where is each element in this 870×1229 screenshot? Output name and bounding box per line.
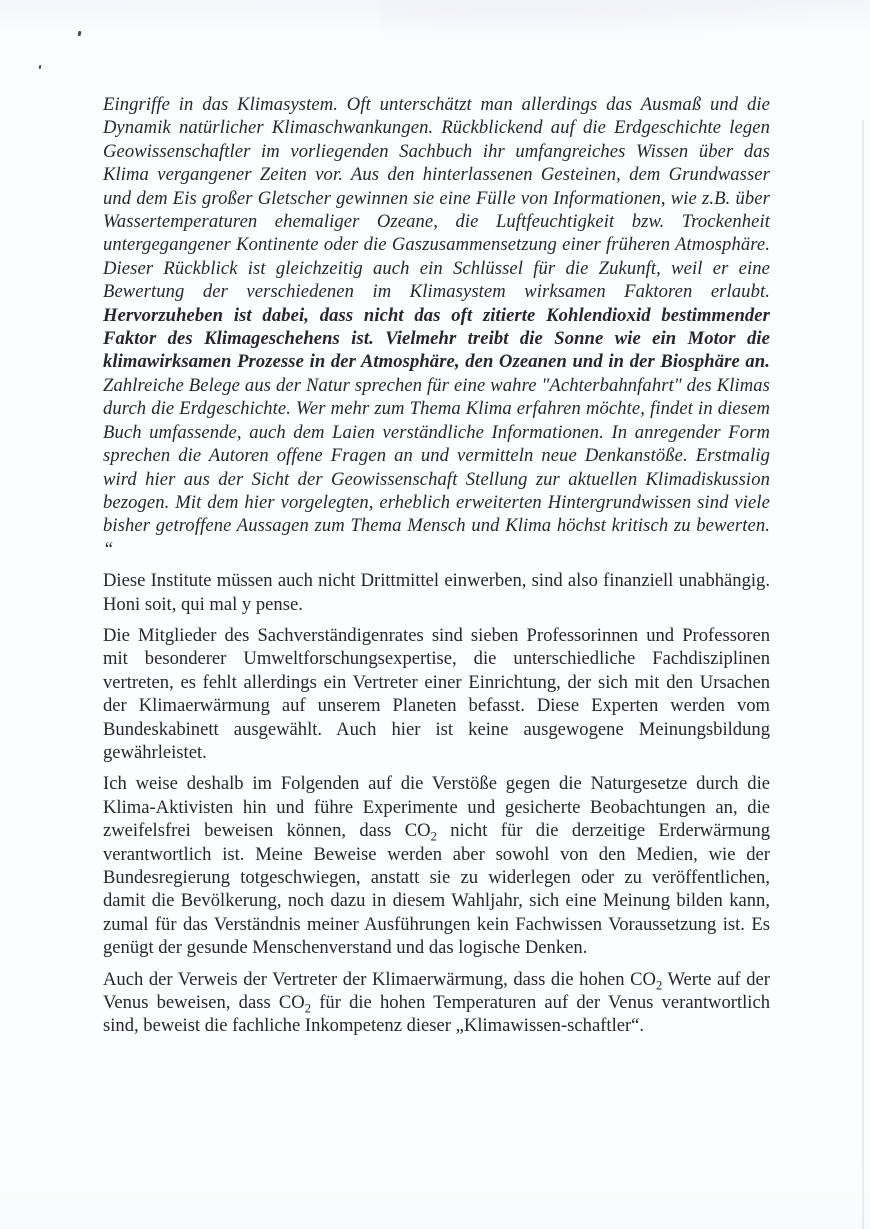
text-segment-regular: Auch der Verweis der Vertreter der Klimaerwärmung, dass die hohen $CO_2$ Werte auf der Venus beweisen, dass $CO_2$ für die hohen Temperaturen auf der Venus verantwortlich sind, beweist die fachliche Inkompetenz dieser „Klimawissen-schaftler“.: [103, 968, 771, 1037]
scan-shading-bottom: [0, 1149, 870, 1229]
text-segment-italic: Eingriffe in das Klimasystem. Oft unterschätzt man allerdings das Ausmaß und die Dynamik natürlicher Klimaschwankungen. Rückblickend auf die Erdgeschichte legen Geowissenschaftler im vorliegenden Sachbuch ihr umfangreiches Wissen über das Klima vergangener Zeiten vor. Aus den hinterlassenen Gesteinen, dem Grundwasser und dem Eis großer Gletscher gewinnen sie eine Fülle von Informationen, wie z.B. über Wassertemperaturen ehemaliger Ozeane, die Luftfeuchtigkeit bzw. Trockenheit untergegangener Kontinente oder die Gaszusammensetzung einer früheren Atmosphäre. Dieser Rückblick ist gleichzeitig auch ein Schlüssel für die Zukunft, weil er eine Bewertung der verschiedenen im Klimasystem wirksamen Faktoren erlaubt.: [103, 94, 770, 303]
book-review-quote-paragraph: [103, 93, 770, 561]
text-segment-bold-italic: Hervorzuheben ist dabei, dass nicht das oft zitierte Kohlendioxid bestimmender Faktor des Klimageschehens ist. Vielmehr treibt die Sonne wie ein Motor die klimawirksamen Prozesse in der Atmosphäre, den Ozeanen und in der Biosphäre an.: [103, 304, 770, 373]
text-segment-regular: Diese Institute müssen auch nicht Drittmittel einwerben, sind also finanziell unabhängig. Honi soit, qui mal y pense.: [103, 570, 770, 615]
paragraph-expert-council: [103, 624, 770, 764]
text-segment-regular: Die Mitglieder des Sachverständigenrates sind sieben Professorinnen und Professoren mit besonderer Umweltforschungsexpertise, die unterschiedliche Fachdisziplinen vertreten, es fehlt allerdings ein Vertreter einer Einrichtung, der sich mit den Ursachen der Klimaerwärmung auf unserem Planeten befasst. Diese Experten werden vom Bundeskabinett ausgewählt. Auch hier ist keine ausgewogene Meinungsbildung gewährleistet.: [103, 624, 770, 763]
paragraph-co2-evidence: [103, 772, 770, 959]
scan-shading-top: [0, 0, 870, 48]
document-text-block: [103, 93, 770, 1046]
paragraph-institute-funding: [103, 569, 770, 616]
text-segment-italic: Zahlreiche Belege aus der Natur sprechen für eine wahre "Achterbahnfahrt" des Klimas durch die Erdgeschichte. Wer mehr zum Thema Klima erfahren möchte, findet in diesem Buch umfassende, auch dem Laien verständliche Informationen. In anregender Form sprechen die Autoren offene Fragen an und vermitteln neue Denkanstöße. Erstmalig wird hier aus der Sicht der Geowissenschaft Stellung zur aktuellen Klimadiskussion bezogen. Mit dem hier vorgelegten, erheblich erweiterten Hintergrundwissen sind viele bisher getroffene Aussagen zum Thema Mensch und Klima höchst kritisch zu bewerten. “: [103, 374, 770, 560]
paragraph-venus-argument: [103, 968, 770, 1038]
scan-speck: [39, 65, 42, 69]
scanner-edge-artifact: [862, 120, 864, 1229]
scan-speck: [77, 31, 81, 37]
text-segment-regular: Ich weise deshalb im Folgenden auf die Verstöße gegen die Naturgesetze durch die Klima-Aktivisten hin und führe Experimente und gesicherte Beobachtungen an, die zweifelsfrei beweisen können, dass $CO_2$ nicht für die derzeitige Erderwärmung verantwortlich ist. Meine Beweise werden aber sowohl von den Medien, wie der Bundesregierung totgeschwiegen, anstatt sie zu widerlegen oder zu veröffentlichen, damit die Bevölkerung, noch dazu in diesem Wahljahr, sich eine Meinung bilden kann, zumal für das Verständnis meiner Ausführungen kein Fachwissen Voraussetzung ist. Es genügt der gesunde Menschenverstand und das logische Denken.: [103, 773, 770, 959]
scan-shading-top-right: [380, 0, 870, 40]
